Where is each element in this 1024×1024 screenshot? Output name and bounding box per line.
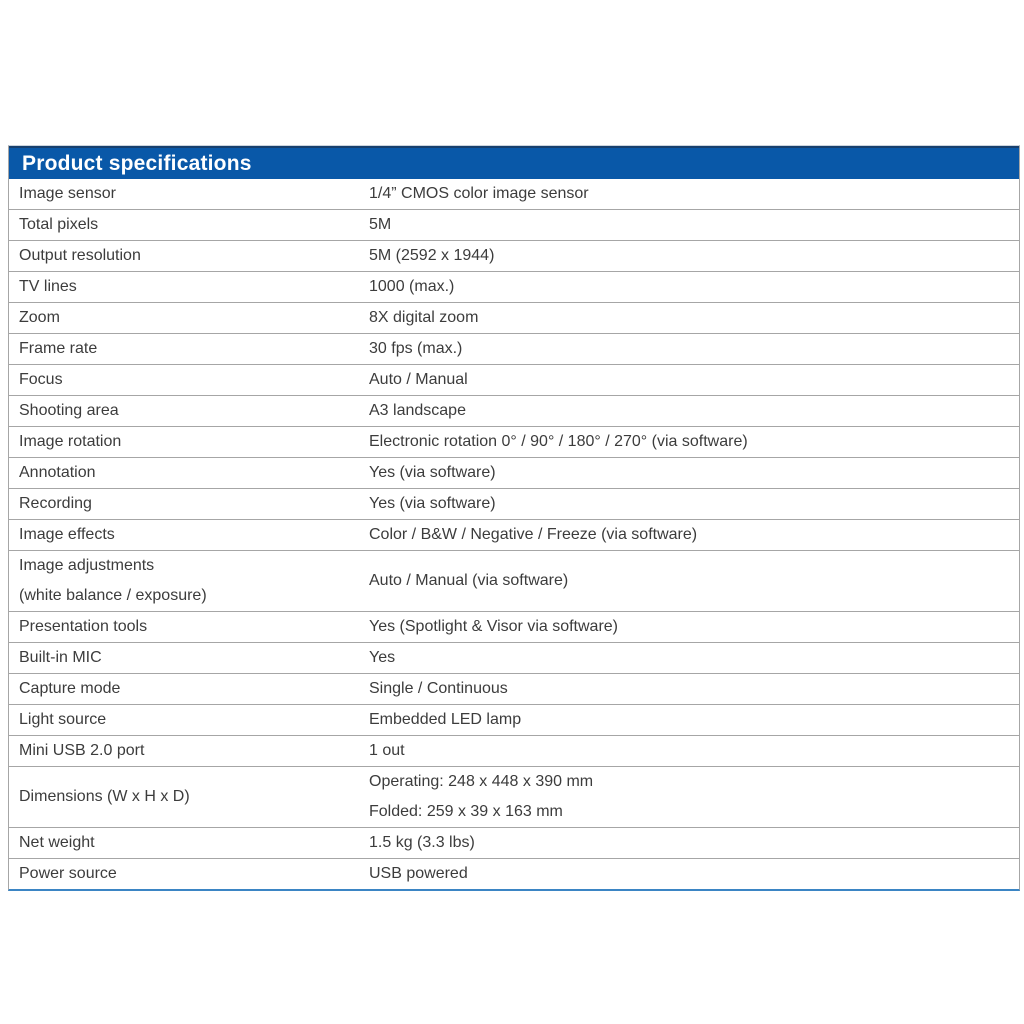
spec-value bbox=[369, 210, 1019, 240]
spec-value-line: 1.5 kg (3.3 lbs) bbox=[369, 834, 475, 851]
spec-value-line: Auto / Manual (via software) bbox=[369, 572, 569, 589]
spec-value-line: 30 fps (max.) bbox=[369, 340, 463, 357]
spec-value bbox=[369, 272, 1019, 302]
spec-label-line: Annotation bbox=[19, 464, 96, 481]
spec-row bbox=[9, 365, 1019, 396]
product-spec-table bbox=[8, 145, 1020, 891]
spec-label-line: Focus bbox=[19, 371, 63, 388]
spec-value bbox=[369, 427, 1019, 457]
spec-value-line: Yes bbox=[369, 649, 396, 666]
spec-label bbox=[9, 303, 369, 333]
spec-value bbox=[369, 489, 1019, 519]
spec-value bbox=[369, 767, 1019, 827]
spec-row bbox=[9, 828, 1019, 859]
spec-label bbox=[9, 612, 369, 642]
spec-label bbox=[9, 674, 369, 704]
spec-row bbox=[9, 736, 1019, 767]
spec-label-line: Total pixels bbox=[19, 216, 99, 233]
spec-label-line: Recording bbox=[19, 495, 92, 512]
spec-value bbox=[369, 458, 1019, 488]
spec-value-line: Electronic rotation 0° / 90° / 180° / 270° (via software) bbox=[369, 433, 748, 450]
spec-value-line: 1/4” CMOS color image sensor bbox=[369, 185, 589, 202]
spec-label-line: Built-in MIC bbox=[19, 649, 102, 666]
spec-label-line: Net weight bbox=[19, 834, 95, 851]
spec-value bbox=[369, 736, 1019, 766]
spec-label-line: Capture mode bbox=[19, 680, 121, 697]
spec-label bbox=[9, 427, 369, 457]
spec-value-line: 8X digital zoom bbox=[369, 309, 479, 326]
spec-label bbox=[9, 643, 369, 673]
spec-value-line: Single / Continuous bbox=[369, 680, 508, 697]
spec-value bbox=[369, 241, 1019, 271]
spec-value bbox=[369, 334, 1019, 364]
spec-label-line: Image rotation bbox=[19, 433, 122, 450]
spec-value bbox=[369, 859, 1019, 889]
spec-row bbox=[9, 241, 1019, 272]
spec-label-line: Light source bbox=[19, 711, 107, 728]
spec-label bbox=[9, 179, 369, 209]
spec-row bbox=[9, 520, 1019, 551]
spec-label bbox=[9, 334, 369, 364]
spec-label-line: (white balance / exposure) bbox=[19, 587, 207, 604]
spec-value bbox=[369, 179, 1019, 209]
spec-value-line: Yes (via software) bbox=[369, 495, 496, 512]
spec-label bbox=[9, 365, 369, 395]
spec-label bbox=[9, 828, 369, 858]
spec-value bbox=[369, 566, 1019, 596]
spec-value bbox=[369, 705, 1019, 735]
table-header bbox=[9, 146, 1019, 179]
spec-row bbox=[9, 334, 1019, 365]
spec-row bbox=[9, 767, 1019, 828]
spec-value-line: Operating: 248 x 448 x 390 mm bbox=[369, 773, 594, 790]
spec-value-line: Embedded LED lamp bbox=[369, 711, 522, 728]
spec-label-line: Shooting area bbox=[19, 402, 119, 419]
spec-value bbox=[369, 303, 1019, 333]
spec-label bbox=[9, 705, 369, 735]
spec-row bbox=[9, 272, 1019, 303]
spec-label-line: Frame rate bbox=[19, 340, 98, 357]
spec-value-line: Color / B&W / Negative / Freeze (via software) bbox=[369, 526, 698, 543]
spec-value-line: Folded: 259 x 39 x 163 mm bbox=[369, 803, 563, 820]
spec-label bbox=[9, 859, 369, 889]
spec-value bbox=[369, 365, 1019, 395]
spec-row bbox=[9, 396, 1019, 427]
spec-row bbox=[9, 427, 1019, 458]
spec-row bbox=[9, 612, 1019, 643]
spec-value-line: USB powered bbox=[369, 865, 468, 882]
spec-label-line: Zoom bbox=[19, 309, 60, 326]
spec-value-line: Auto / Manual bbox=[369, 371, 468, 388]
spec-label-line: Image effects bbox=[19, 526, 115, 543]
spec-label bbox=[9, 782, 369, 812]
spec-row bbox=[9, 489, 1019, 520]
spec-label-line: Mini USB 2.0 port bbox=[19, 742, 145, 759]
spec-value bbox=[369, 674, 1019, 704]
spec-value bbox=[369, 828, 1019, 858]
spec-label-line: Power source bbox=[19, 865, 117, 882]
spec-label-line: TV lines bbox=[19, 278, 77, 295]
spec-label-line: Image sensor bbox=[19, 185, 116, 202]
spec-value-line: 1 out bbox=[369, 742, 405, 759]
spec-label bbox=[9, 210, 369, 240]
spec-row bbox=[9, 303, 1019, 334]
spec-value bbox=[369, 520, 1019, 550]
spec-label-line: Presentation tools bbox=[19, 618, 148, 635]
spec-label-line: Image adjustments bbox=[19, 557, 155, 574]
spec-label bbox=[9, 396, 369, 426]
spec-row bbox=[9, 674, 1019, 705]
spec-label bbox=[9, 551, 369, 611]
spec-value-line: 5M bbox=[369, 216, 392, 233]
spec-value bbox=[369, 643, 1019, 673]
spec-label bbox=[9, 272, 369, 302]
spec-row bbox=[9, 643, 1019, 674]
table-body bbox=[9, 179, 1019, 889]
spec-value-line: Yes (via software) bbox=[369, 464, 496, 481]
table-title: Product specifications bbox=[22, 151, 252, 175]
spec-row bbox=[9, 458, 1019, 489]
spec-value-line: 5M (2592 x 1944) bbox=[369, 247, 495, 264]
spec-label bbox=[9, 489, 369, 519]
spec-value-line: Yes (Spotlight & Visor via software) bbox=[369, 618, 619, 635]
spec-row bbox=[9, 179, 1019, 210]
spec-label bbox=[9, 736, 369, 766]
spec-row bbox=[9, 210, 1019, 241]
spec-row bbox=[9, 551, 1019, 612]
spec-value-line: A3 landscape bbox=[369, 402, 466, 419]
spec-label-line: Dimensions (W x H x D) bbox=[19, 788, 190, 805]
spec-row bbox=[9, 859, 1019, 889]
spec-value-line: 1000 (max.) bbox=[369, 278, 455, 295]
spec-label-line: Output resolution bbox=[19, 247, 141, 264]
spec-row bbox=[9, 705, 1019, 736]
spec-label bbox=[9, 241, 369, 271]
spec-value bbox=[369, 612, 1019, 642]
spec-label bbox=[9, 520, 369, 550]
spec-value bbox=[369, 396, 1019, 426]
spec-label bbox=[9, 458, 369, 488]
